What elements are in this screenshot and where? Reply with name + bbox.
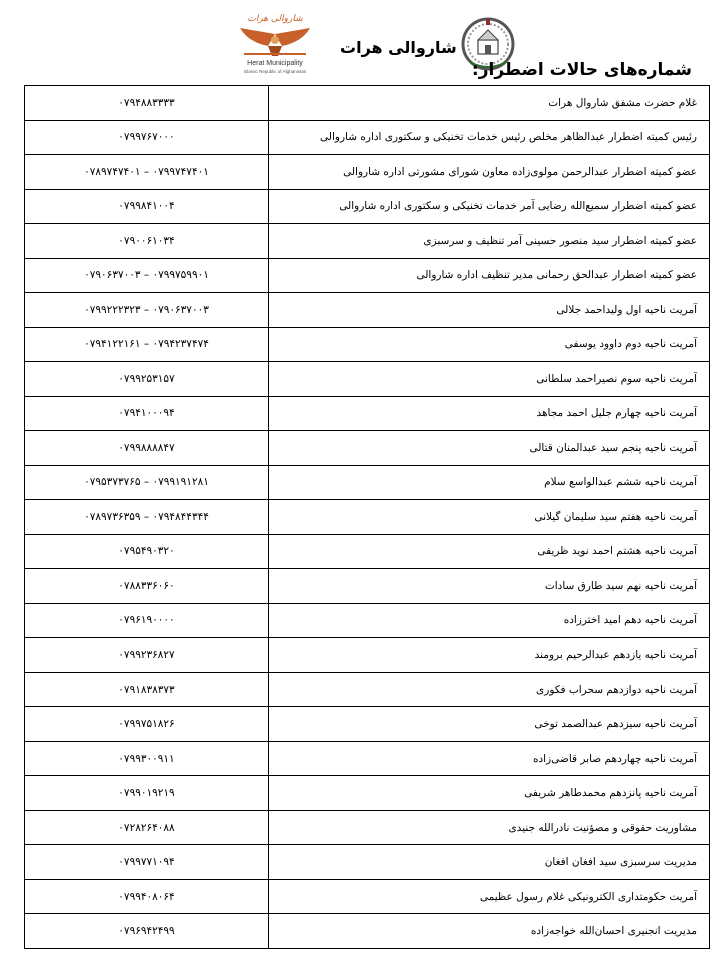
table-row bbox=[25, 224, 710, 259]
contact-phone: ۰۷۹۴۸۸۳۳۳۳ bbox=[25, 86, 269, 121]
contact-name: آمریت ناحیه دهم امید اخترزاده bbox=[269, 603, 710, 638]
contact-phone: ۰۷۹۴۲۳۷۴۷۴ – ۰۷۹۴۱۲۲۱۶۱ bbox=[25, 327, 269, 362]
table-row bbox=[25, 914, 710, 949]
table-row bbox=[25, 603, 710, 638]
contact-phone: ۰۷۹۹۰۱۹۲۱۹ bbox=[25, 776, 269, 811]
table-row bbox=[25, 672, 710, 707]
contact-phone: ۰۷۹۹۷۵۱۸۲۶ bbox=[25, 707, 269, 742]
table-row bbox=[25, 638, 710, 673]
contact-phone: ۰۷۹۹۳۰۰۹۱۱ bbox=[25, 741, 269, 776]
table-row bbox=[25, 189, 710, 224]
table-row bbox=[25, 396, 710, 431]
contact-name: آمریت ناحیه دوم داوود یوسفی bbox=[269, 327, 710, 362]
contact-phone: ۰۷۹۹۷۶۷۰۰۰ bbox=[25, 120, 269, 155]
table-row bbox=[25, 879, 710, 914]
contact-phone: ۰۷۹۹۷۴۷۴۰۱ – ۰۷۸۹۷۴۷۴۰۱ bbox=[25, 155, 269, 190]
contact-phone: ۰۷۹۶۱۹۰۰۰۰ bbox=[25, 603, 269, 638]
contact-name: عضو کمیته اضطرار سمیع‌الله رضایی آمر خدمات تخنیکی و سکتوری اداره شاروالی bbox=[269, 189, 710, 224]
contact-name: آمریت ناحیه سیزدهم عبدالصمد توخی bbox=[269, 707, 710, 742]
contact-phone: ۰۷۹۴۸۴۴۳۴۴ – ۰۷۸۹۷۳۶۳۵۹ bbox=[25, 500, 269, 535]
contact-name: غلام حضرت مشفق شاروال هرات bbox=[269, 86, 710, 121]
table-row bbox=[25, 569, 710, 604]
contact-phone: ۰۷۹۹۸۸۸۸۴۷ bbox=[25, 431, 269, 466]
contact-name: آمریت ناحیه پانزدهم محمدطاهر شریفی bbox=[269, 776, 710, 811]
table-row bbox=[25, 293, 710, 328]
table-row bbox=[25, 327, 710, 362]
contact-name: آمریت ناحیه هفتم سید سلیمان گیلانی bbox=[269, 500, 710, 535]
municipality-name: شاروالی هرات bbox=[340, 38, 457, 57]
contact-phone: ۰۷۹۰۰۶۱۰۳۴ bbox=[25, 224, 269, 259]
contact-name: رئیس کمیته اضطرار عبدالظاهر مخلص رئیس خدمات تخنیکی و سکتوری اداره شاروالی bbox=[269, 120, 710, 155]
contact-name: آمریت ناحیه اول ولیداحمد جلالی bbox=[269, 293, 710, 328]
table-row bbox=[25, 86, 710, 121]
contact-name: آمریت ناحیه پنجم سید عبدالمنان قتالی bbox=[269, 431, 710, 466]
table-row bbox=[25, 465, 710, 500]
logo-wings-icon bbox=[238, 26, 312, 60]
table-row bbox=[25, 741, 710, 776]
contact-phone: ۰۷۹۹۴۰۸۰۶۴ bbox=[25, 879, 269, 914]
page-title: شماره‌های حالات اضطرار: bbox=[471, 60, 692, 80]
contact-phone: ۰۷۹۹۷۷۱۰۹۴ bbox=[25, 845, 269, 880]
contact-name: آمریت ناحیه چهاردهم صابر قاضی‌زاده bbox=[269, 741, 710, 776]
contact-phone: ۰۷۹۹۲۳۶۸۲۷ bbox=[25, 638, 269, 673]
table-row bbox=[25, 431, 710, 466]
contact-phone: ۰۷۸۸۳۳۶۰۶۰ bbox=[25, 569, 269, 604]
contacts-body bbox=[25, 86, 710, 949]
contact-name: آمریت ناحیه یازدهم عبدالرحیم برومند bbox=[269, 638, 710, 673]
table-row bbox=[25, 258, 710, 293]
table-row bbox=[25, 534, 710, 569]
contact-name: مدیریت سرسبزی سید افغان افغان bbox=[269, 845, 710, 880]
contact-phone: ۰۷۹۴۱۰۰۰۹۴ bbox=[25, 396, 269, 431]
page-header bbox=[0, 0, 720, 85]
contact-phone: ۰۷۹۹۱۹۱۲۸۱ – ۰۷۹۵۳۷۳۷۶۵ bbox=[25, 465, 269, 500]
contact-phone: ۰۷۹۵۴۹۰۳۲۰ bbox=[25, 534, 269, 569]
table-row bbox=[25, 155, 710, 190]
contact-name: مدیریت انجنیری احسان‌الله خواجه‌زاده bbox=[269, 914, 710, 949]
contact-name: عضو کمیته اضطرار عبدالرحمن مولوی‌زاده معاون شورای مشورتی اداره شاروالی bbox=[269, 155, 710, 190]
table-row bbox=[25, 845, 710, 880]
contact-name: آمریت ناحیه نهم سید طارق سادات bbox=[269, 569, 710, 604]
emergency-contacts-table bbox=[24, 85, 710, 949]
table-row bbox=[25, 810, 710, 845]
contact-phone: ۰۷۹۹۸۴۱۰۰۴ bbox=[25, 189, 269, 224]
contact-name: آمریت حکومتداری الکترونیکی غلام رسول عظیمی bbox=[269, 879, 710, 914]
table-row bbox=[25, 362, 710, 397]
table-row bbox=[25, 707, 710, 742]
contact-phone: ۰۷۲۸۲۶۴۰۸۸ bbox=[25, 810, 269, 845]
contact-name: آمریت ناحیه هشتم احمد نوید ظریفی bbox=[269, 534, 710, 569]
table-row bbox=[25, 120, 710, 155]
table-row bbox=[25, 500, 710, 535]
logo-subtext-en: Islamic Republic of Afghanistan bbox=[243, 69, 307, 74]
herat-municipality-logo-icon bbox=[232, 14, 318, 76]
contact-name: عضو کمیته اضطرار عبدالحق رحمانی مدیر تنظیف اداره شاروالی bbox=[269, 258, 710, 293]
contact-phone: ۰۷۹۹۷۵۹۹۰۱ – ۰۷۹۰۶۳۷۰۰۳ bbox=[25, 258, 269, 293]
contact-name: آمریت ناحیه چهارم جلیل احمد مجاهد bbox=[269, 396, 710, 431]
contact-name: عضو کمیته اضطرار سید منصور حسینی آمر تنظیف و سرسبزی bbox=[269, 224, 710, 259]
table-row bbox=[25, 776, 710, 811]
contact-name: مشاوریت حقوقی و مصؤنیت نادرالله جنیدی bbox=[269, 810, 710, 845]
contact-name: آمریت ناحیه سوم نصیراحمد سلطانی bbox=[269, 362, 710, 397]
contact-name: آمریت ناحیه ششم عبدالواسع سلام bbox=[269, 465, 710, 500]
contact-phone: ۰۷۹۰۶۳۷۰۰۳ – ۰۷۹۹۲۲۲۳۲۳ bbox=[25, 293, 269, 328]
contact-phone: ۰۷۹۱۸۳۸۳۷۳ bbox=[25, 672, 269, 707]
logo-text-fa: شاروالی هرات bbox=[247, 14, 303, 24]
contact-phone: ۰۷۹۶۹۴۲۴۹۹ bbox=[25, 914, 269, 949]
contact-name: آمریت ناحیه دوازدهم سحراب فکوری bbox=[269, 672, 710, 707]
logo-text-en: Herat Municipality bbox=[247, 60, 303, 67]
contact-phone: ۰۷۹۹۲۵۳۱۵۷ bbox=[25, 362, 269, 397]
